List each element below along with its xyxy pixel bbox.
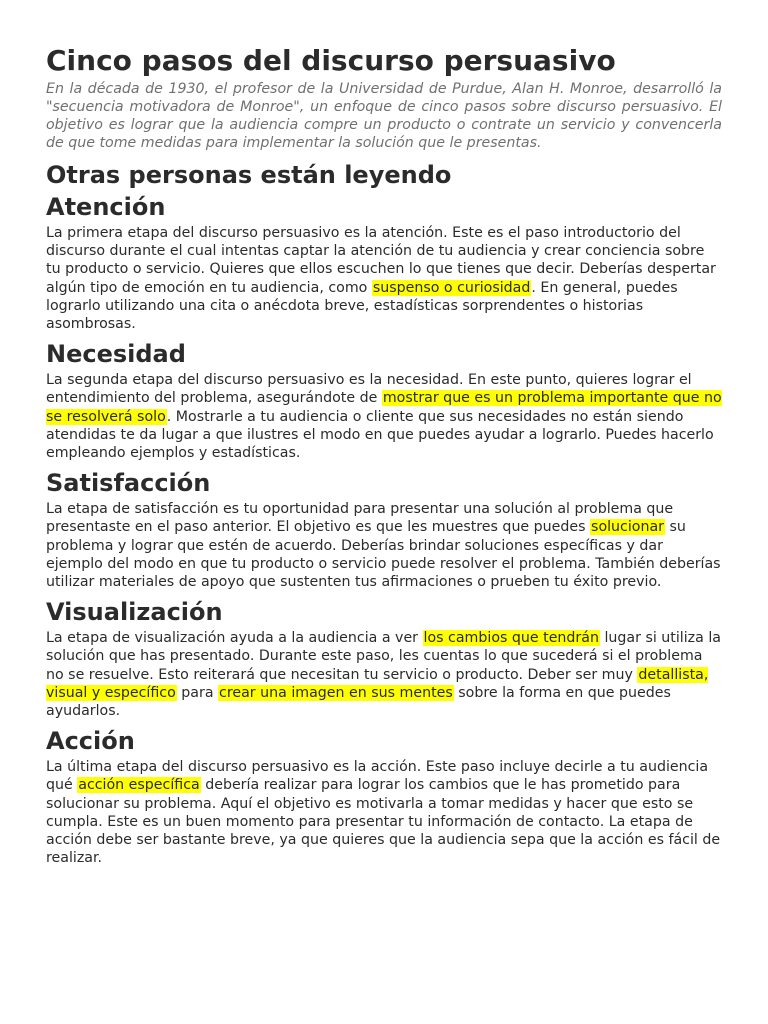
body-text: su problema y lograr que estén de acuerdo. Deberías brindar soluciones específicas y dar ejemplo del modo en que tu producto o servicio puede resolver el problema. También deberías utilizar materiales de apoyo que sustenten tus afirmaciones o prueben tu éxito previo. [46,519,721,591]
section-body-accion [46,758,722,867]
section-heading-accion: Acción [46,727,135,756]
highlighted-text: acción específica [78,777,200,794]
highlighted-text: detallista, visual y específico [46,666,709,701]
highlighted-text: los cambios que tendrán [423,630,599,647]
body-text: debería realizar para lograr los cambios que le has prometido para solucionar su problema. Aquí el objetivo es motivarla a tomar medidas y hacer que esto se cumpla. Este es un buen momento para presentar tu información de contacto. La etapa de acción debe ser bastante breve, ya que quieres que la audiencia sepa que la acción es fácil de realizar. [46,777,721,867]
body-text: La primera etapa del discurso persuasivo es la atención. Este es el paso introductorio del discurso durante el cual intentas captar la atención de tu audiencia y crear conciencia sobre tu producto o servicio. Quieres que ellos escuchen lo que tienes que decir. Deberías despertar algún tipo de emoción en tu audiencia, como [46,225,716,296]
section-heading-atencion: Atención [46,193,166,221]
body-text: . En general, puedes lograrlo utilizando una cita o anécdota breve, estadísticas sorprendentes o historias asombrosas. [46,279,678,333]
highlighted-text: suspenso o curiosidad [372,279,531,296]
highlighted-text: crear una imagen en sus mentes [219,684,453,701]
body-text: sobre la forma en que puedes ayudarlos. [46,684,671,720]
body-text: La etapa de visualización ayuda a la audiencia a ver [46,630,423,647]
section-heading-necesidad: Necesidad [46,340,186,369]
others-reading-heading: Otras personas están leyendo [46,161,452,189]
highlighted-text: mostrar que es un problema importante que no se resolverá solo [46,390,722,425]
body-text: La última etapa del discurso persuasivo es la acción. Este paso incluye decirle a tu audiencia qué [46,759,709,794]
body-text: . Mostrarle a tu audiencia o cliente que sus necesidades no están siendo atendidas te da lugar a que ilustres el modo en que puedes ayudar a lograrlo. Puedes hacerlo empleando ejemplos y estadísticas. [46,408,714,462]
section-heading-visualizacion: Visualización [46,598,223,627]
section-body-necesidad [46,371,722,462]
body-text: para [176,684,219,701]
section-body-atencion [46,224,722,333]
body-text: La etapa de satisfacción es tu oportunidad para presentar una solución al problema que presentaste en el paso anterior. El objetivo es que les muestres que puedes [46,501,674,536]
section-heading-satisfaccion: Satisfacción [46,469,211,498]
section-body-visualizacion [46,629,722,720]
document-title: Cinco pasos del discurso persuasivo [46,44,616,77]
body-text: lugar si utiliza la solución que has presentado. Durante este paso, les cuentas lo que sucederá si el problema no se resuelve. Esto reiterará que necesitan tu servicio o producto. Deber ser muy [46,630,721,683]
body-text: La segunda etapa del discurso persuasivo es la necesidad. En este punto, quieres lograr el entendimiento del problema, asegurándote de [46,372,692,407]
highlighted-text: solucionar [591,519,664,536]
intro-paragraph: En la década de 1930, el profesor de la Universidad de Purdue, Alan H. Monroe, desarrolló la "secuencia motivadora de Monroe", un enfoque de cinco pasos sobre discurso persuasivo. El objetivo es lograr que la audiencia compre un producto o contrate un servicio y convencerla de que tome medidas para implementar la solución que le presentas. [46,81,722,151]
section-body-satisfaccion [46,500,722,591]
